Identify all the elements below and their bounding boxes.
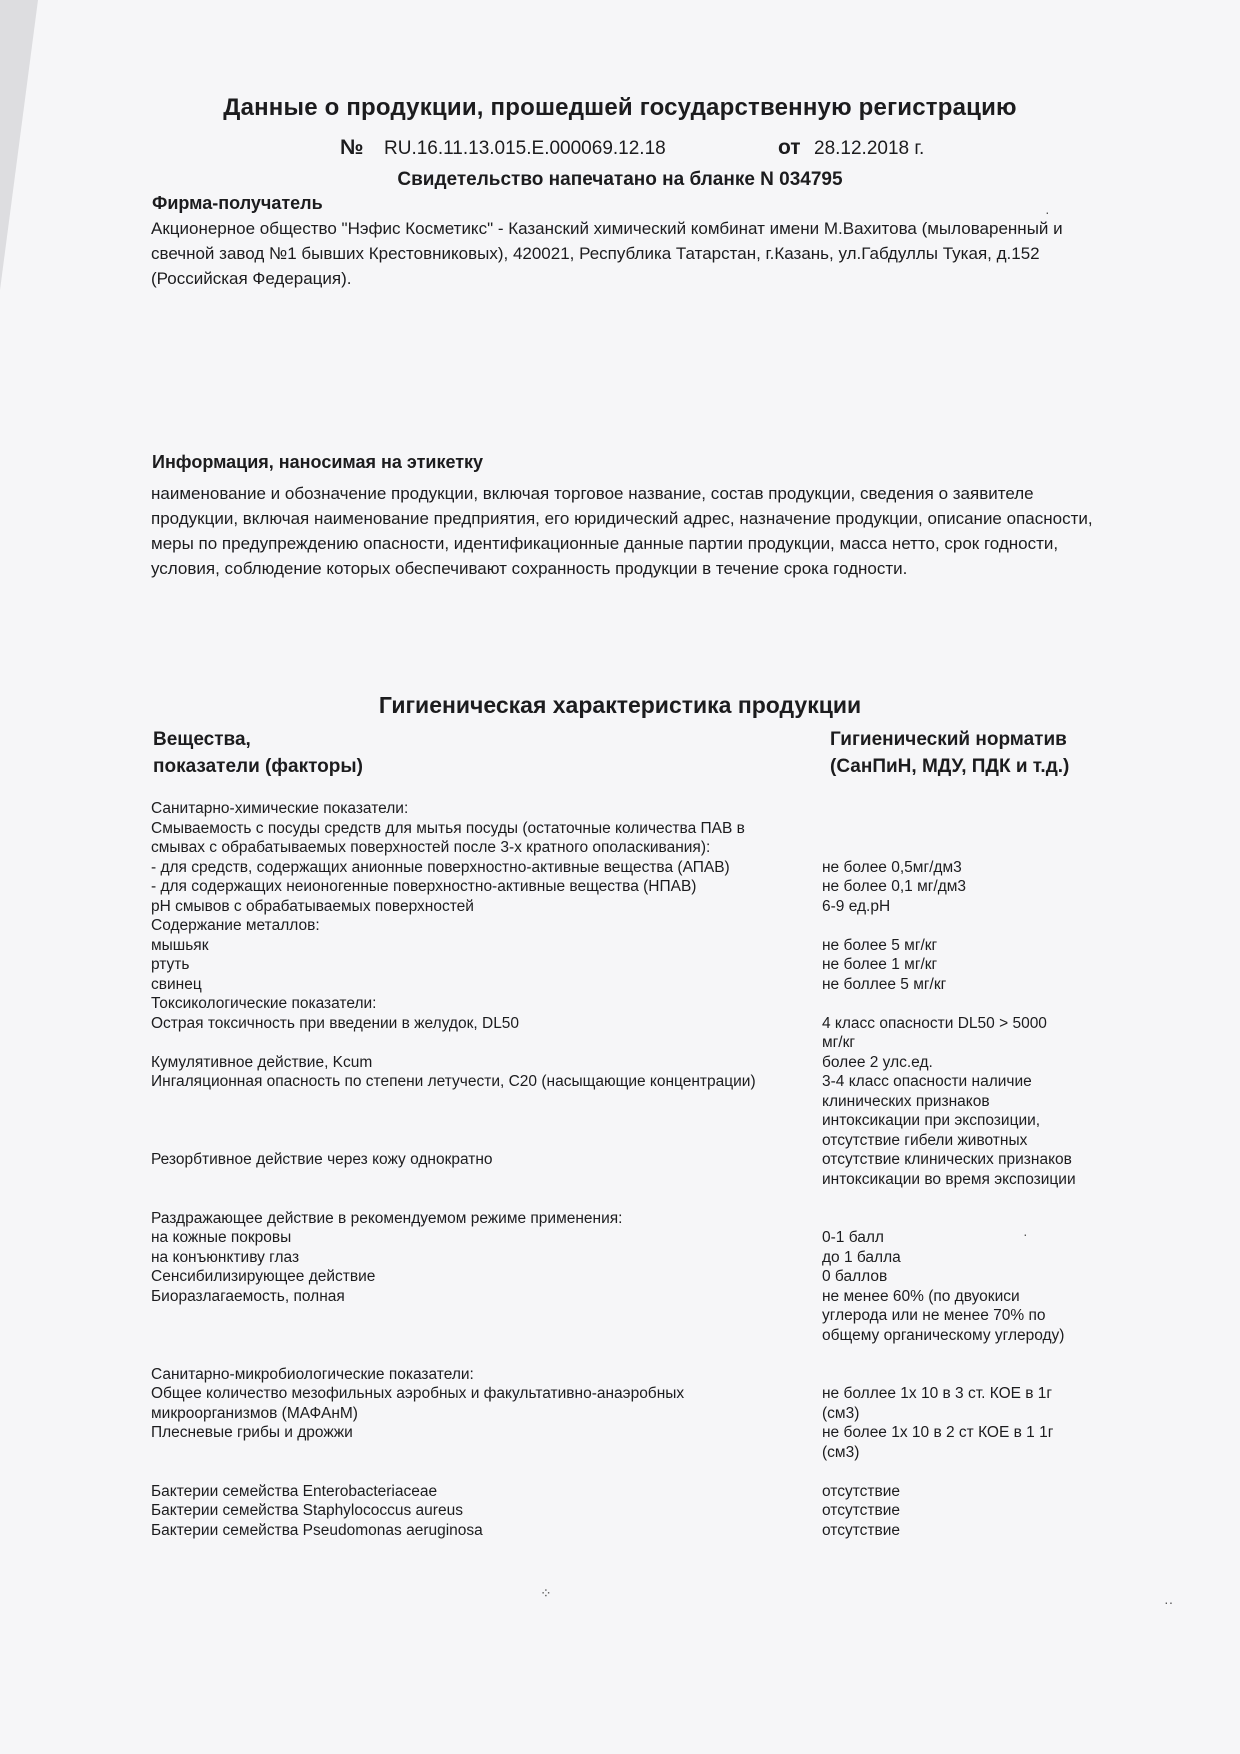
table-row	[151, 1404, 1101, 1424]
norm-cell	[822, 916, 1102, 936]
label-info-line: меры по предупреждению опасности, идентификационные данные партии продукции, масса нетто, срок годности,	[151, 534, 1059, 553]
indicator-cell	[151, 1306, 822, 1326]
indicator-cell: Сенсибилизирующее действие	[151, 1268, 376, 1285]
recipient-line: свечной завод №1 бывших Крестовниковых), 420021, Республика Татарстан, г.Казань, ул.Габдуллы Тукая, д.152	[151, 244, 1040, 263]
table-row	[151, 819, 1101, 839]
registration-number-symbol: №	[340, 136, 364, 159]
indicator-cell	[151, 1170, 822, 1190]
label-info-line: продукции, включая наименование предприятия, его юридический адрес, назначение продукции, описание опасности,	[151, 509, 1093, 528]
indicator-cell: ртуть	[151, 956, 190, 973]
indicator-cell: Санитарно-химические показатели:	[151, 800, 409, 817]
norm-cell: не более 5 мг/кг	[822, 936, 938, 954]
table-row	[151, 1365, 1101, 1385]
certificate-blank-line: Свидетельство напечатано на бланке N 034795	[397, 169, 843, 190]
table-row	[151, 1501, 1101, 1521]
indicator-cell: Общее количество мезофильных аэробных и факультативно-анаэробных	[151, 1385, 685, 1402]
norm-cell: интоксикации при экспозиции,	[822, 1112, 1041, 1129]
scan-speck: ·	[1045, 204, 1050, 220]
indicator-cell: Биоразлагаемость, полная	[151, 1287, 345, 1305]
table-row	[151, 897, 1101, 917]
table-row	[151, 1267, 1101, 1287]
norm-cell: 0 баллов	[822, 1268, 888, 1285]
indicator-cell: Содержание металлов:	[151, 917, 320, 934]
indicator-cell	[151, 1326, 822, 1346]
table-row	[151, 955, 1101, 975]
indicator-cell: мышьяк	[151, 936, 209, 954]
norm-cell: не более 1 мг/кг	[822, 956, 938, 973]
table-row	[151, 1306, 1101, 1326]
norm-cell: (см3)	[822, 1404, 860, 1422]
indicator-cell: микроорганизмов (МАФАнМ)	[151, 1404, 358, 1422]
label-info-line: наименование и обозначение продукции, включая торговое название, состав продукции, сведения о заявителе	[151, 484, 1034, 503]
norm-cell: клинических признаков	[822, 1092, 990, 1110]
norm-cell	[822, 838, 1102, 858]
indicator-cell: - для средств, содержащих анионные поверхностно-активные вещества (АПАВ)	[151, 858, 730, 876]
indicator-cell: Бактерии семейства Staphylococcus aureus	[151, 1502, 463, 1519]
indicator-cell: рН смывов с обрабатываемых поверхностей	[151, 897, 474, 915]
row-spacer	[151, 1462, 1101, 1482]
table-row	[151, 1521, 1101, 1541]
indicator-cell: Резорбтивное действие через кожу однократно	[151, 1151, 493, 1168]
table-row	[151, 1228, 1101, 1248]
table-row	[151, 1384, 1101, 1404]
norm-cell: до 1 балла	[822, 1248, 901, 1266]
registration-date: 28.12.2018 г.	[814, 138, 925, 159]
norm-cell: мг/кг	[822, 1034, 856, 1051]
table-row	[151, 1423, 1101, 1443]
table-row	[151, 916, 1101, 936]
indicator-cell: - для содержащих неионогенные поверхностно-активные вещества (НПАВ)	[151, 878, 697, 895]
indicator-cell: Санитарно-микробиологические показатели:	[151, 1365, 474, 1383]
norm-cell: (см3)	[822, 1443, 860, 1461]
registration-date-prefix: от	[778, 136, 801, 159]
indicator-cell: свинец	[151, 975, 202, 993]
table-row	[151, 1092, 1101, 1112]
recipient-line: (Российская Федерация).	[151, 269, 352, 288]
table-row	[151, 1443, 1101, 1463]
indicator-cell: на конъюнктиву глаз	[151, 1248, 300, 1266]
table-row	[151, 1053, 1101, 1073]
hygiene-table	[151, 799, 1101, 1540]
recipient-heading: Фирма-получатель	[152, 193, 323, 213]
norm-cell	[822, 1365, 1102, 1385]
norm-cell: углерода или не менее 70% по	[822, 1307, 1046, 1324]
norm-cell: отсутствие	[822, 1502, 900, 1519]
indicator-cell: Острая токсичность при введении в желудок, DL50	[151, 1014, 520, 1032]
indicator-cell	[151, 1131, 822, 1151]
table-row	[151, 1072, 1101, 1092]
document-title: Данные о продукции, прошедшей государственную регистрацию	[223, 94, 1017, 121]
recipient-address	[151, 216, 1111, 291]
indicator-cell: Смываемость с посуды средств для мытья посуды (остаточные количества ПАВ в	[151, 819, 745, 837]
indicator-cell: Бактерии семейства Pseudomonas aeruginosa	[151, 1521, 483, 1539]
registration-number: RU.16.11.13.015.Е.000069.12.18	[384, 138, 666, 159]
norm-cell: отсутствие	[822, 1482, 900, 1500]
table-row	[151, 1111, 1101, 1131]
table-row	[151, 1287, 1101, 1307]
indicator-cell	[151, 1092, 822, 1112]
substances-header-line: показатели (факторы)	[153, 756, 363, 777]
table-row	[151, 1131, 1101, 1151]
indicator-cell	[151, 1033, 822, 1053]
norm-cell: отсутствие	[822, 1521, 900, 1539]
norm-cell	[822, 819, 1102, 839]
norm-column-header-line: (СанПиН, МДУ, ПДК и т.д.)	[830, 756, 1070, 777]
table-row	[151, 1150, 1101, 1170]
label-info-heading: Информация, наносимая на этикетку	[152, 452, 484, 472]
indicator-cell: Ингаляционная опасность по степени летучести, С20 (насыщающие концентрации)	[151, 1073, 756, 1090]
indicator-cell: Плесневые грибы и дрожжи	[151, 1424, 353, 1441]
table-row	[151, 799, 1101, 819]
norm-cell: отсутствие гибели животных	[822, 1131, 1028, 1149]
table-row	[151, 877, 1101, 897]
row-spacer	[151, 1189, 1101, 1209]
table-row	[151, 1170, 1101, 1190]
norm-cell	[822, 1209, 1102, 1229]
norm-cell	[822, 799, 1102, 819]
indicator-cell	[151, 1443, 822, 1463]
table-row	[151, 838, 1101, 858]
norm-cell: не более 0,1 мг/дм3	[822, 878, 967, 895]
norm-cell: не боллее 5 мг/кг	[822, 975, 947, 993]
norm-column-header-line: Гигиенический норматив	[830, 729, 1067, 750]
indicator-cell: Кумулятивное действие, Kcum	[151, 1053, 373, 1071]
table-row	[151, 994, 1101, 1014]
scan-speck: ⁘	[540, 1585, 552, 1601]
indicator-cell	[151, 1111, 822, 1131]
table-row	[151, 1209, 1101, 1229]
table-row	[151, 1482, 1101, 1502]
table-row	[151, 936, 1101, 956]
norm-cell: отсутствие клинических признаков	[822, 1151, 1072, 1168]
indicator-cell: Бактерии семейства Enterobacteriaceae	[151, 1482, 438, 1500]
table-row	[151, 1014, 1101, 1034]
hygiene-section-title: Гигиеническая характеристика продукции	[378, 692, 862, 718]
indicator-cell: Раздражающее действие в рекомендуемом режиме применения:	[151, 1209, 623, 1227]
indicator-cell: на кожные покровы	[151, 1229, 292, 1246]
norm-cell: 0-1 балл	[822, 1229, 884, 1246]
table-row	[151, 975, 1101, 995]
table-row	[151, 1248, 1101, 1268]
substances-column-header	[153, 726, 363, 780]
norm-cell: 6-9 ед.рН	[822, 897, 891, 915]
row-spacer	[151, 1345, 1101, 1365]
norm-cell: не более 1х 10 в 2 ст КОЕ в 1 1г	[822, 1424, 1054, 1441]
recipient-line: Акционерное общество "Нэфис Косметикс" - Казанский химический комбинат имени М.Вахитова (мыловаренный и	[151, 219, 1063, 238]
norm-cell	[822, 994, 1102, 1014]
label-info-text	[151, 481, 1111, 581]
norm-cell: более 2 улс.ед.	[822, 1053, 933, 1071]
norm-cell: 3-4 класс опасности наличие	[822, 1073, 1032, 1090]
scan-speck: ··	[1164, 1594, 1174, 1610]
table-row	[151, 858, 1101, 878]
norm-cell: не менее 60% (по двуокиси	[822, 1287, 1020, 1305]
norm-cell: 4 класс опасности DL50 > 5000	[822, 1014, 1047, 1032]
label-info-line: условия, соблюдение которых обеспечивают сохранность продукции в течение срока годности.	[151, 559, 908, 578]
norm-cell: не более 0,5мг/дм3	[822, 858, 962, 876]
indicator-cell: Токсикологические показатели:	[151, 995, 377, 1012]
norm-cell: общему органическому углероду)	[822, 1326, 1065, 1344]
table-row	[151, 1033, 1101, 1053]
norm-cell: интоксикации во время экспозиции	[822, 1170, 1076, 1188]
norm-cell: не боллее 1х 10 в 3 ст. КОЕ в 1г	[822, 1385, 1053, 1402]
table-row	[151, 1326, 1101, 1346]
substances-header-line: Вещества,	[153, 729, 251, 750]
scan-speck: ·	[1023, 1226, 1028, 1242]
indicator-cell: смывах с обрабатываемых поверхностей после 3-х кратного ополаскивания):	[151, 839, 711, 856]
